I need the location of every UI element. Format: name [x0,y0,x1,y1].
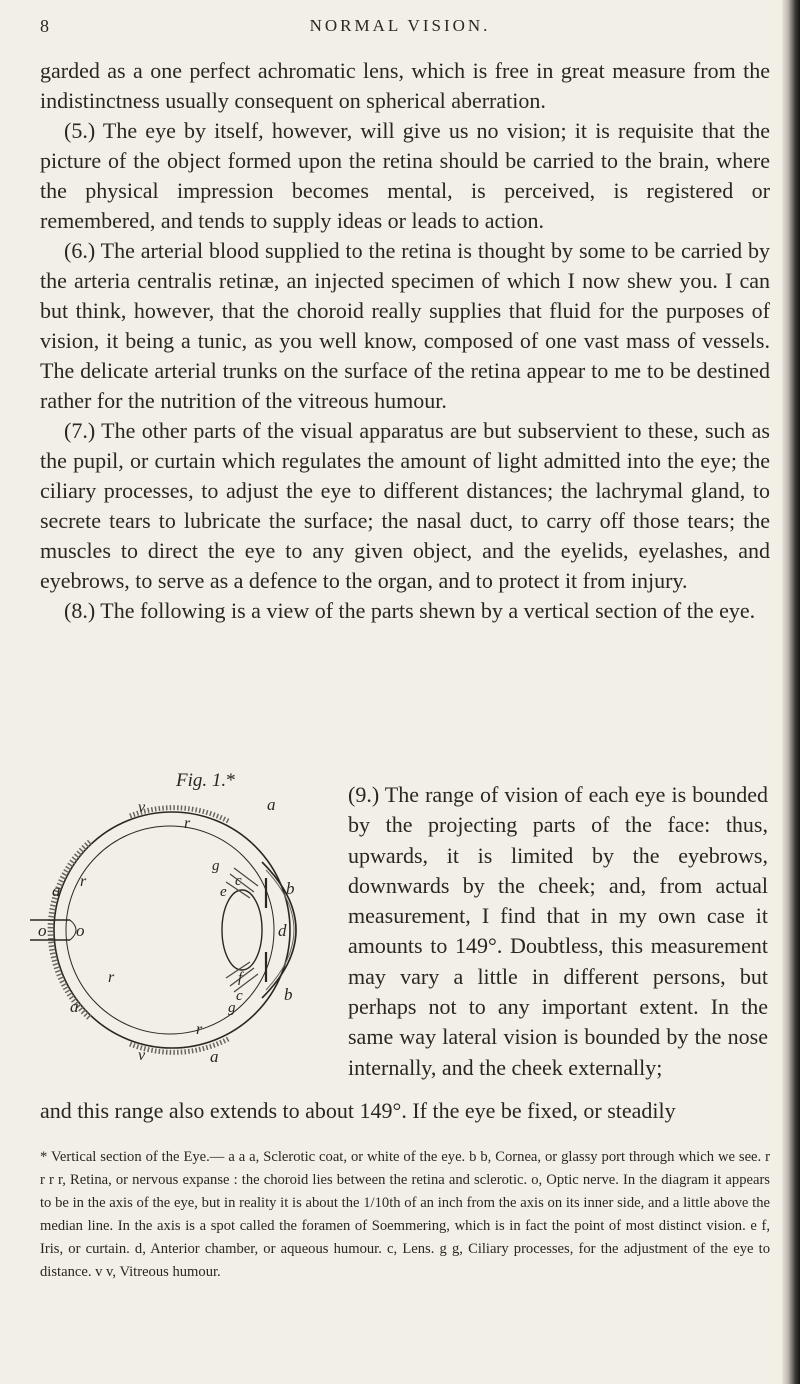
footnote: * Vertical section of the Eye.— a a a, Sclerotic coat, or white of the eye. b b, Cornea, or glassy port through which we see. r r r r, Retina, or nervous expanse : the choroid lies between the retina and sclerotic. o, Optic nerve. In the diagram it appears to be in the axis of the eye, but in reality it is about the 1/10th of an inch from the axis on its inner side, and a little above the median line. In the axis is a spot called the foramen of Soemmering, which is in fact the point of most distinct vision. e f, Iris, or curtain. d, Anterior chamber, or aqueous humour. c, Lens. g g, Ciliary processes, for the adjustment of the eye to distance. v v, Vitreous humour. [40,1149,770,1280]
svg-text:g: g [228,1000,236,1016]
svg-text:r: r [196,1021,203,1038]
side-paragraph: (9.) The range of vision of each eye is bounded by the projecting parts of the face: thus, upwards, it is limited by the eyebrows, downwards by the cheek; and, from actual measurement, I find that in my own case it amounts to 149°. Doubtless, this measurement may vary a little in different persons, but perhaps not to any important extent. In the same way lateral vision is bounded by the nose internally, and the cheek externally; [348,782,768,1080]
paragraph: (8.) The following is a view of the parts shewn by a vertical section of the eye. [64,598,756,623]
svg-text:v: v [138,799,146,816]
svg-text:e: e [220,884,227,900]
ciliary-upper [226,868,258,898]
sclerotic-outline [54,812,290,1048]
svg-text:d: d [278,921,287,940]
svg-text:a: a [210,1047,219,1066]
svg-text:o: o [76,921,85,940]
svg-text:c: c [235,873,242,889]
svg-text:o: o [38,921,47,940]
svg-text:a: a [52,881,61,900]
svg-text:r: r [108,969,115,986]
svg-text:g: g [212,858,220,874]
svg-text:a: a [70,997,79,1016]
eye-diagram [30,770,340,1072]
page-edge-shadow [782,0,800,1384]
paragraph: garded as a one perfect achromatic lens, which is free in great measure from the indistinctness usually consequent on spherical aberration. [40,58,770,113]
figure-caption: Fig. 1.* [176,770,236,791]
svg-text:a: a [267,795,276,814]
svg-text:r: r [184,815,191,832]
page-header [0,0,790,48]
svg-text:f: f [238,970,243,986]
main-text [40,56,770,626]
running-title: NORMAL VISION. [309,16,491,35]
svg-text:c: c [236,988,243,1004]
retina-outline [66,826,274,1034]
paragraph: (6.) The arterial blood supplied to the retina is thought by some to be carried by the arteria centralis retinæ, an injected specimen of which I now shew you. I can but think, however, that the choroid really supplies that fluid for the purposes of vision, it being a tunic, as you well know, composed of one vast mass of vessels. The delicate arterial trunks on the surface of the retina appear to me to be destined rather for the nutrition of the vitreous humour. [40,238,770,413]
paragraph: (7.) The other parts of the visual apparatus are but subservient to these, such as the pupil, or curtain which regulates the amount of light admitted into the eye; the ciliary processes, to adjust the eye to different distances; the lachrymal gland, to secrete tears to lubricate the surface; the nasal duct, to carry off those tears; the muscles to direct the eye to any given object, and the eyelids, eyelashes, and eyebrows, to serve as a defence to the organ, and to protect it from injury. [40,418,770,593]
lens-outline [222,890,262,970]
continuation-line: and this range also extends to about 149°. If the eye be fixed, or steadily [40,1098,676,1123]
svg-text:b: b [284,985,293,1004]
svg-text:b: b [286,879,295,898]
paragraph: (5.) The eye by itself, however, will give us no vision; it is requisite that the picture of the object formed upon the retina should be carried to the brain, where the physical impression becomes mental, is perceived, is registered or remembered, and tends to supply ideas or leads to action. [40,118,770,233]
page-number: 8 [40,16,50,36]
svg-text:r: r [80,873,87,890]
eye-section-figure [30,770,340,1072]
svg-text:v: v [138,1047,146,1064]
